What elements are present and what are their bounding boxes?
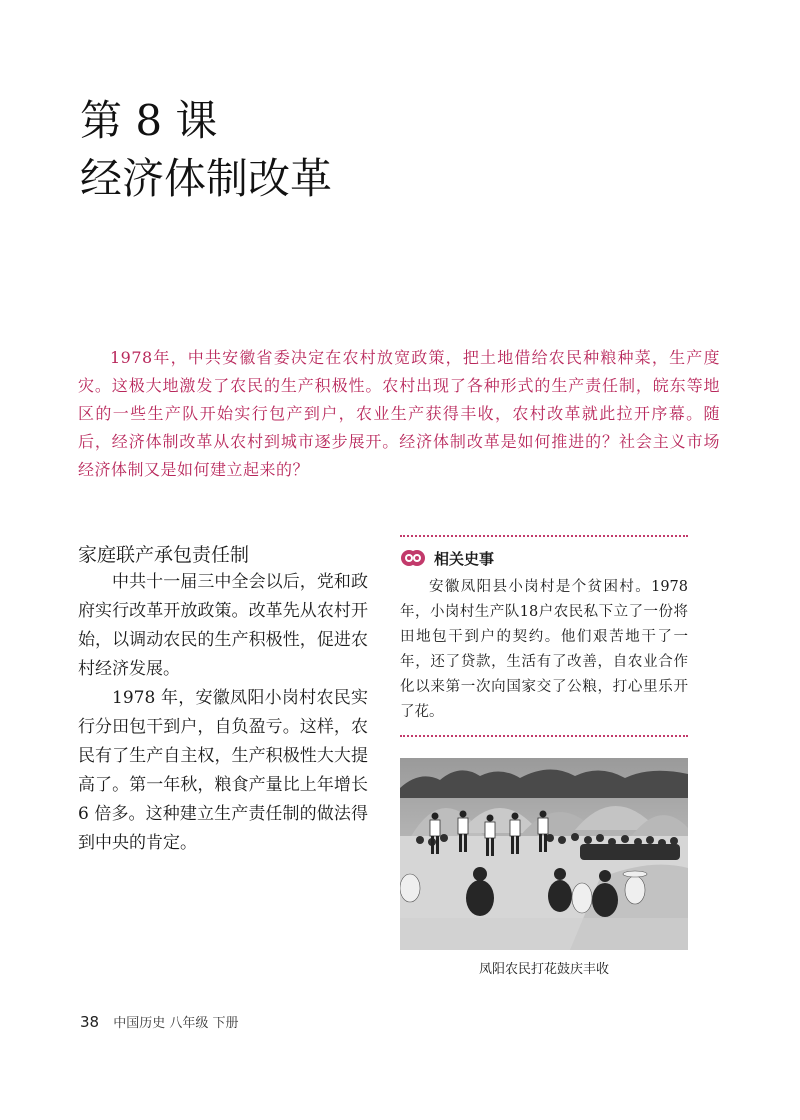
section-heading: 家庭联产承包责任制 (78, 544, 250, 566)
body-paragraph-1: 中共十一届三中全会以后，党和政府实行改革开放政策。改革先从农村开始，以调动农民的生产积极性，促进农村经济发展。 (78, 572, 368, 679)
body-paragraph-2: 1978 年，安徽凤阳小岗村农民实行分田包干到户，自负盈亏。这样，农民有了生产自主权，生产积极性大大提高了。第一年秋，粮食产量比上年增长 6 倍多。这种建立生产责任制的做法得到中央的肯定。 (78, 688, 368, 853)
lesson-number: 第 8 课 (80, 96, 218, 145)
section-body (78, 568, 368, 858)
related-history-header (400, 543, 688, 573)
intro-paragraph: 1978年，中共安徽省委决定在农村放宽政策，把土地借给农民种粮种菜，生产度灾。这极大地激发了农民的生产积极性。农村出现了各种形式的生产责任制，皖东等地区的一些生产队开始实行包产到户，农业生产获得丰收，农村改革就此拉开序幕。随后，经济体制改革从农村到城市逐步展开。经济体制改革是如何推进的？社会主义市场经济体制又是如何建立起来的？ (78, 348, 720, 479)
lesson-title (80, 92, 332, 208)
photo-illustration (400, 758, 688, 950)
page-footer (80, 1012, 239, 1031)
photo-caption: 凤阳农民打花鼓庆丰收 (478, 962, 609, 977)
related-history-box (400, 535, 688, 737)
page-number: 38 (80, 1013, 100, 1031)
lesson-name: 经济体制改革 (80, 154, 333, 203)
related-history-text: 安徽凤阳县小岗村是个贫困村。1978年，小岗村生产队18户农民私下立了一份将田地包干到户的契约。他们艰苦地干了一年，还了贷款，生活有了改善，自农业合作化以来第一次向国家交了公粮，打心里乐开了花。 (400, 579, 688, 720)
related-history-icon (400, 545, 426, 571)
fengyang-photo (400, 758, 688, 950)
lesson-intro (78, 344, 720, 484)
related-history-title: 相关史事 (434, 549, 495, 568)
book-title: 中国历史 八年级 下册 (113, 1016, 239, 1031)
